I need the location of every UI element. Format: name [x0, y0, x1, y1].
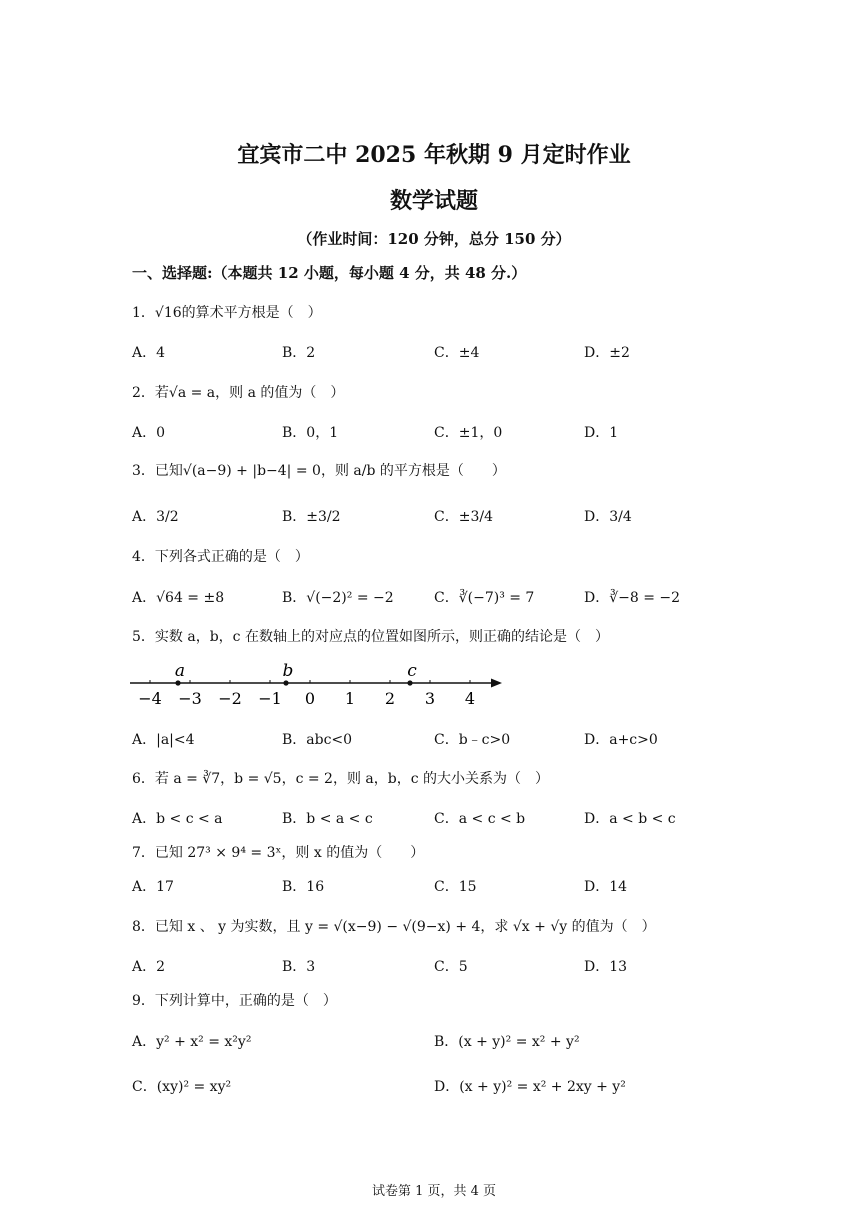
option-d: D．14 [584, 879, 628, 895]
option-b: B．b < a < c [282, 811, 373, 827]
number-line-tick-label: −2 [218, 689, 242, 708]
page-footer: 试卷第 1 页，共 4 页 [371, 1184, 497, 1199]
option-d: D．a < b < c [584, 811, 676, 827]
exam-info: （作业时间：120 分钟，总分 150 分） [297, 230, 571, 248]
option-d: D．(x + y)² = x² + 2xy + y² [434, 1079, 626, 1095]
option-c: C．(xy)² = xy² [132, 1079, 232, 1095]
option-a: A．17 [132, 879, 174, 895]
number-line-tick-label: 2 [384, 689, 396, 708]
question-stem: 4．下列各式正确的是（ ） [132, 549, 309, 565]
question-stem: 7．已知 27³ × 9⁴ = 3ˣ，则 x 的值为（ ） [132, 845, 425, 861]
number-line-tick-label: 4 [464, 689, 476, 708]
number-line-point-label: a [174, 661, 186, 681]
question-stem: 8．已知 x 、 y 为实数，且 y = √(x−9) − √(9−x) + 4，求 √x + √y 的值为（ ） [132, 919, 656, 935]
option-b: B．3 [282, 959, 316, 975]
number-line-point-b [283, 680, 288, 685]
option-a: A．b < c < a [132, 811, 223, 827]
exam-title: 宜宾市二中 2025 年秋期 9 月定时作业 [237, 142, 631, 168]
question-stem: 3．已知√(a−9) + |b−4| = 0，则 a/b 的平方根是（ ） [132, 463, 506, 479]
option-a: A．0 [132, 425, 166, 441]
option-c: C．±1，0 [434, 425, 503, 441]
option-b: B．(x + y)² = x² + y² [434, 1034, 580, 1050]
section-heading: 一、选择题:（本题共 12 小题，每小题 4 分，共 48 分.） [132, 264, 527, 282]
option-b: B．0，1 [282, 425, 339, 441]
number-line-figure [126, 656, 510, 712]
number-line-point-a [175, 680, 180, 685]
option-d: D．±2 [584, 345, 630, 361]
number-line-tick-label: −4 [138, 689, 162, 708]
option-d: D．a+c>0 [584, 732, 658, 748]
arrow-right-icon [491, 679, 502, 688]
option-a: A．|a|<4 [132, 732, 195, 748]
option-a: A．3/2 [132, 509, 179, 525]
option-c: C．±3/4 [434, 509, 493, 525]
option-d: D．∛−8 = −2 [584, 590, 681, 606]
number-line-tick-label: −3 [178, 689, 202, 708]
question-stem: 9．下列计算中，正确的是（ ） [132, 993, 337, 1009]
option-c: C．5 [434, 959, 468, 975]
option-d: D．3/4 [584, 509, 632, 525]
option-b: B．abc<0 [282, 732, 353, 748]
question-stem: 5．实数 a，b，c 在数轴上的对应点的位置如图所示，则正确的结论是（ ） [132, 629, 609, 645]
number-line-tick-label: −1 [258, 689, 282, 708]
option-c: C．b﹣c>0 [434, 732, 511, 748]
number-line-tick-label: 1 [344, 689, 356, 708]
option-b: B．2 [282, 345, 316, 361]
option-c: C．a < c < b [434, 811, 526, 827]
number-line-point-label: b [282, 661, 294, 681]
number-line-point-label: c [407, 661, 417, 681]
option-c: C．±4 [434, 345, 480, 361]
option-a: A．2 [132, 959, 166, 975]
subject-title: 数学试题 [389, 188, 478, 214]
option-b: B．±3/2 [282, 509, 341, 525]
question-stem: 6．若 a = ∛7，b = √5，c = 2，则 a，b，c 的大小关系为（ ） [132, 771, 550, 787]
option-a: A．y² + x² = x²y² [132, 1034, 252, 1050]
number-line-tick-label: 3 [424, 689, 436, 708]
option-c: C．15 [434, 879, 477, 895]
option-d: D．13 [584, 959, 628, 975]
option-a: A．4 [132, 345, 166, 361]
option-b: B．16 [282, 879, 325, 895]
option-d: D．1 [584, 425, 619, 441]
question-stem: 1．√16的算术平方根是（ ） [132, 305, 322, 321]
number-line-tick-label: 0 [304, 689, 316, 708]
number-line-point-c [407, 680, 412, 685]
option-b: B．√(−2)² = −2 [282, 590, 394, 606]
option-c: C．∛(−7)³ = 7 [434, 590, 535, 606]
option-a: A．√64 = ±8 [132, 590, 225, 606]
question-stem: 2．若√a = a，则 a 的值为（ ） [132, 385, 345, 401]
